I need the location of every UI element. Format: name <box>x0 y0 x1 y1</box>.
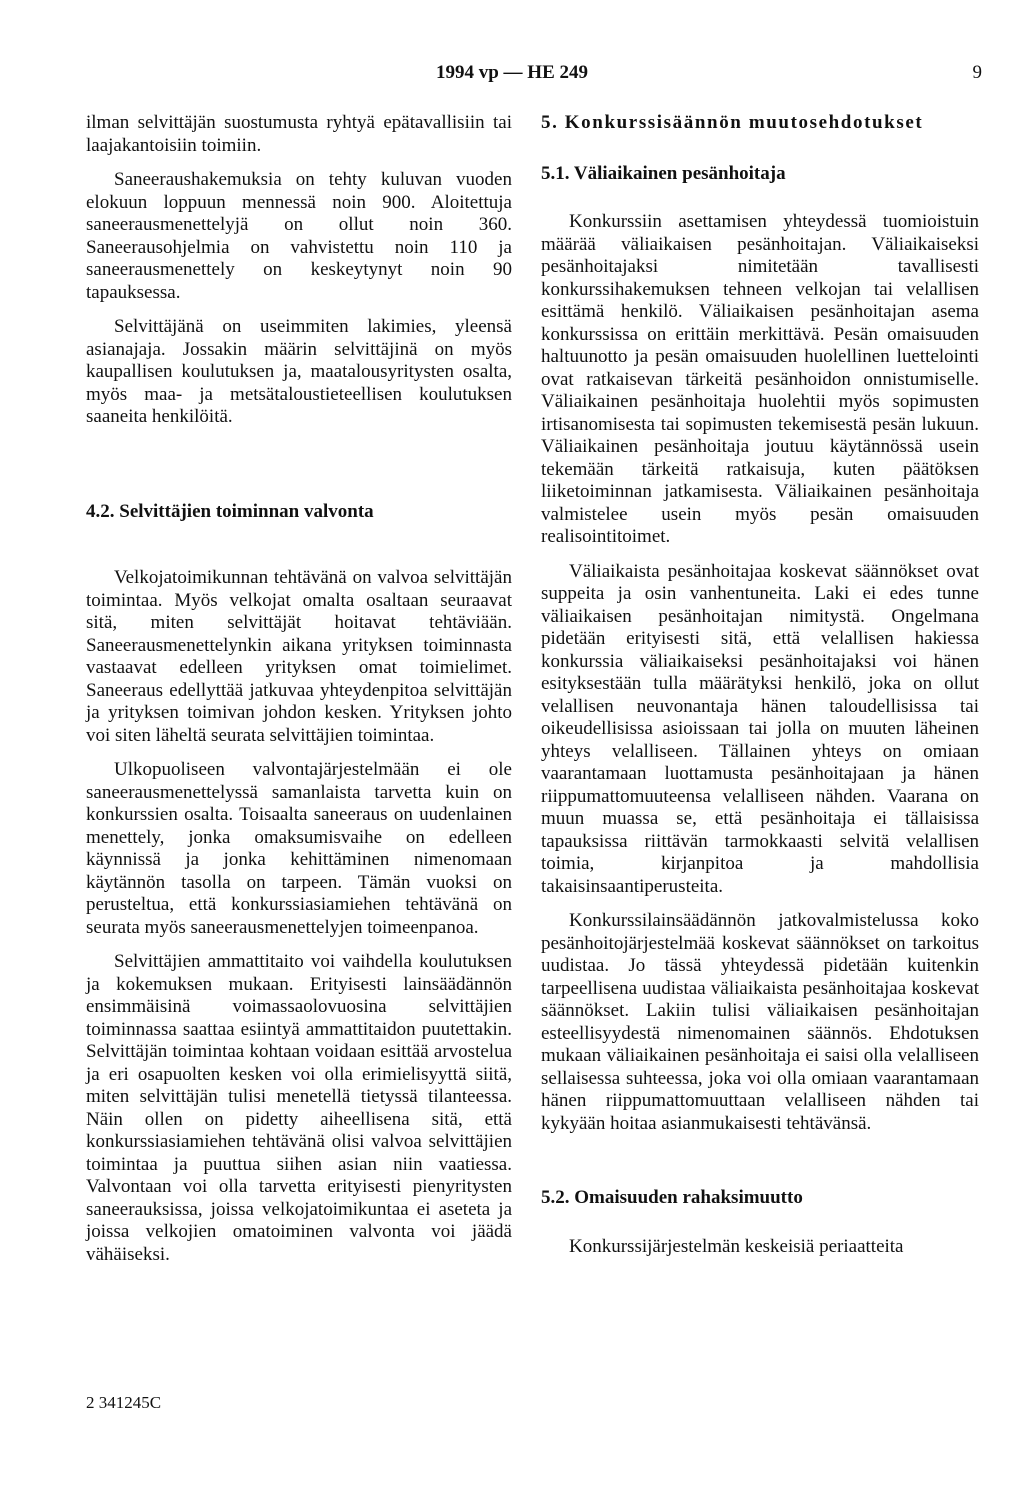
paragraph: Selvittäjänä on useimmiten lakimies, yleensä asianajaja. Jossakin määrin selvittäjinä on myös kaupallisen koulutuksen ja, maatalousyritysten osalta, myös maa- ja metsätaloustieteellisen koulutuksen saaneita henkilöitä. <box>86 316 512 427</box>
right-column <box>541 112 979 1270</box>
section-heading-5: 5. Konkurssisäännön muutosehdotukset <box>541 112 924 133</box>
section-heading-4-2: 4.2. Selvittäjien toiminnan valvonta <box>86 500 374 522</box>
subsection-heading-5-1: 5.1. Väliaikainen pesänhoitaja <box>541 162 786 184</box>
paragraph: Konkurssilainsäädännön jatkovalmistelussa koko pesänhoitojärjestelmää koskevat säännökset on tarkoitus uudistaa. Jo tässä yhteydessä pidetään kuitenkin tarpeellisena uudistaa väliaikaista pesänhoitajaa koskevat säännökset. Lakiin tulisi väliaikaisen pesänhoitajan esteellisyydestä nimenomainen säännös. Ehdotuksen mukaan väliaikainen pesänhoitaja ei saisi olla velalliseen sellaisessa suhteessa, joka voi olla omiaan vaarantamaan hänen riippumattomuuttaan velalliseen nähden tai kykyään hoitaa asianmukaisesti tehtävänsä. <box>541 910 979 1134</box>
left-column <box>86 112 512 1278</box>
paragraph: Ulkopuoliseen valvontajärjestelmään ei ole saneerausmenettelyssä samanlaista tarvetta kuin on konkurssien osalta. Toisaalta saneeraus on uudenlainen menettely, jonka omaksumisvaihe on edelleen käynnissä ja jonka kehittäminen nimenomaan käytännön tasolla on tarpeen. Tämän vuoksi on perusteltua, että konkurssiasiamiehen tehtävänä on seurata myös saneerausmenettelyjen toimeenpanoa. <box>86 759 512 938</box>
page-number: 9 <box>972 62 982 83</box>
footer-code: 2 341245C <box>86 1393 162 1412</box>
paragraph: Velkojatoimikunnan tehtävänä on valvoa selvittäjän toimintaa. Myös velkojat omalta osaltaan seuraavat sitä, miten selvittäjät hoitavat tehtäviään. Saneerausmenettelynkin aikana yrityksen toiminnasta vastaavat edelleen yrityksen omat toimielimet. Saneeraus edellyttää jatkuvaa yhteydenpitoa selvittäjän ja yrityksen toimivan johdon kesken. Yrityksen johto voi siten läheltä seurata selvittäjien toimintaa. <box>86 567 512 746</box>
paragraph: Väliaikaista pesänhoitajaa koskevat säännökset ovat suppeita ja osin vanhentuneita. Laki ei edes tunne väliaikaisen pesänhoitajan nimitystä. Ongelmana pidetään erityisesti sitä, että velallisen hakiessa konkurssia väliaikaiseksi pesänhoitajaksi voi hänen esityksestään tulla määrätyksi henkilö, joka on ollut velallisen neuvonantaja hänen taloudellisissa tai oikeudellisissa asioissaan tai jolla on muuten läheinen yhteys velalliseen. Tällainen yhteys on omiaan vaarantamaan luottamusta pesänhoitajaan ja hänen riippumattomuuteensa velalliseen nähden. Vaarana on muun muassa se, että pesänhoitaja ei tällaisissa tapauksissa riittävän tarmokkaasti selvitä velallisen toimia, kirjanpitoa ja mahdollisia takaisinsaantiperusteita. <box>541 560 979 897</box>
spacer <box>86 441 512 501</box>
subsection-heading-5-2: 5.2. Omaisuuden rahaksimuutto <box>541 1187 803 1208</box>
spacer <box>541 1147 979 1187</box>
paragraph: Saneeraushakemuksia on tehty kuluvan vuoden elokuun loppuun mennessä noin 900. Aloitettuja saneerausmenettelyjä on ollut noin 360. Saneerausohjelmia on vahvistettu noin 110 ja saneerausmenettely on keskeytynyt noin 90 tapauksessa. <box>86 169 512 303</box>
spacer <box>86 549 512 567</box>
page-header <box>0 62 1024 92</box>
paragraph: Selvittäjien ammattitaito voi vaihdella koulutuksen ja kokemuksen mukaan. Erityisesti lainsäädännön ensimmäisinä voimassaolovuosina selvittäjien toiminnassa saattaa esiintyä ammattitaidon puutettakin. Selvittäjän toimintaa kohtaan voidaan esittää arvostelua ja eri osapuolten kesken voi olla erimielisyyttä siitä, miten selvittäjän tulisi menetellä tietyssä tilanteessa. Näin ollen on pidetty aiheellisena sitä, että konkurssiasiamiehen tehtävänä olisi valvoa selvittäjien toimintaa ja puuttua siihen asian niin vaatiessa. Valvontaan voi olla tarvetta erityisesti pienyritysten saneerauksissa, joissa velkojatoimikuntaa ei aseteta ja joissa velkojien omatoiminen valvonta voi jäädä vähäiseksi. <box>86 951 512 1265</box>
paragraph: Konkurssiin asettamisen yhteydessä tuomioistuin määrää väliaikaisen pesänhoitajan. Väliaikaiseksi pesänhoitajaksi nimitetään tavallisesti konkurssihakemuksen tehneen velkojan tai velallisen esittämä henkilö. Väliaikaisen pesänhoitajan asema konkurssissa on erittäin merkittävä. Pesän omaisuuden haltuunotto ja pesän omaisuuden huolellinen luettelointi ovat ratkaisevan tärkeitä pesänhoidon onnistumiselle. Väliaikainen pesänhoitaja huolehtii myös sopimusten irtisanomisesta tai sopimusten tekemisestä pesän lukuun. Väliaikainen pesänhoitaja joutuu käytännössä usein tekemään tärkeitä ratkaisuja, kuten päätöksen liiketoiminnan jatkamisesta. Väliaikainen pesänhoitaja valmistelee usein myös pesän omaisuuden realisointitoimet. <box>541 211 979 547</box>
document-title: 1994 vp — HE 249 <box>435 62 589 83</box>
paragraph: ilman selvittäjän suostumusta ryhtyä epätavallisiin tai laajakantoisiin toimiin. <box>86 112 512 156</box>
paragraph: Konkurssijärjestelmän keskeisiä periaatteita <box>569 1235 904 1257</box>
